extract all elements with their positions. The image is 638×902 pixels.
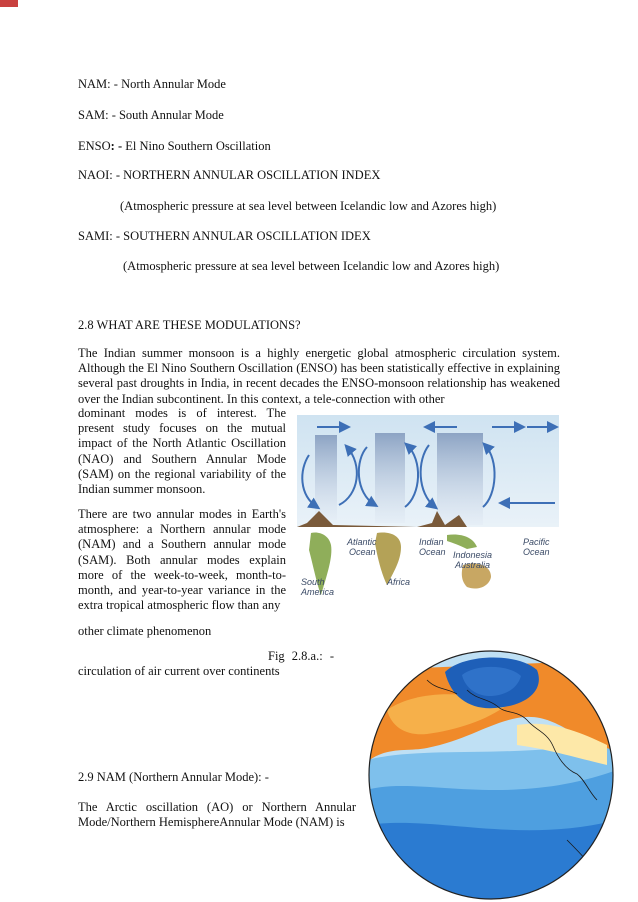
label-pacific-ocean: Pacific Ocean	[523, 537, 550, 557]
section-28-heading: 2.8 WHAT ARE THESE MODULATIONS?	[78, 318, 301, 332]
section-29-para: The Arctic oscillation (AO) or Northern Annular Mode/Northern HemisphereAnnular Mode (NAM) is	[78, 800, 356, 830]
cloud-column	[437, 433, 483, 525]
section-28-para1: The Indian summer monsoon is a highly energetic global atmospheric circulation system. Although the El Nino Southern Oscillation (ENSO) has been statistically effective in explaining several past droughts in India, in recent decades the ENSO-monsoon relationship has weakened over the Indian subcontinent. In this context, a tele-connection with other	[78, 346, 560, 406]
sami-note: (Atmospheric pressure at sea level between Icelandic low and Azores high)	[123, 259, 500, 273]
section-29-heading: 2.9 NAM (Northern Annular Mode): -	[78, 770, 269, 784]
def-enso: ENSO: - El Nino Southern Oscillation	[78, 139, 271, 153]
def-sami: SAMI: - SOUTHERN ANNULAR OSCILLATION IDEX	[78, 229, 371, 243]
def-nam: NAM: - North Annular Mode	[78, 77, 226, 91]
circulation-figure	[297, 415, 559, 608]
cloud-column	[315, 435, 337, 520]
section-28-para2: There are two annular modes in Earth's atmosphere: a Northern annular mode (NAM) and a Southern annular mode (SAM). Both annular modes explain more of the week-to-week, month-to-month, and year-to-year variance in the extra tropical atmospheric flow than any	[78, 507, 286, 613]
label-africa: Africa	[387, 577, 411, 587]
fig-caption-number: Fig 2.8.a.: -	[268, 649, 334, 663]
section-28-para2-end: other climate phenomenon	[78, 624, 212, 638]
label-indian-ocean: Indian Ocean	[419, 537, 446, 557]
def-naoi: NAOI: - NORTHERN ANNULAR OSCILLATION INDEX	[78, 168, 381, 182]
page-corner-marker	[0, 0, 18, 7]
label-south-america: South America	[301, 577, 335, 597]
section-28-para1-cont: dominant modes is of interest. The present study focuses on the mutual impact of the North Atlantic Oscillation (NAO) and Southern Annular Mode (SAM) on the regional variability of the Indian summer monsoon.	[78, 406, 286, 497]
def-sam: SAM: - South Annular Mode	[78, 108, 224, 122]
cloud-column	[375, 433, 405, 523]
naoi-note: (Atmospheric pressure at sea level between Icelandic low and Azores high)	[120, 199, 497, 213]
label-atlantic-ocean: Atlantic Ocean	[347, 537, 377, 557]
label-indonesia-australia: Indonesia Australia	[453, 550, 493, 570]
nam-globe-figure	[367, 650, 617, 900]
fig-caption-text: circulation of air current over continents	[78, 664, 280, 678]
